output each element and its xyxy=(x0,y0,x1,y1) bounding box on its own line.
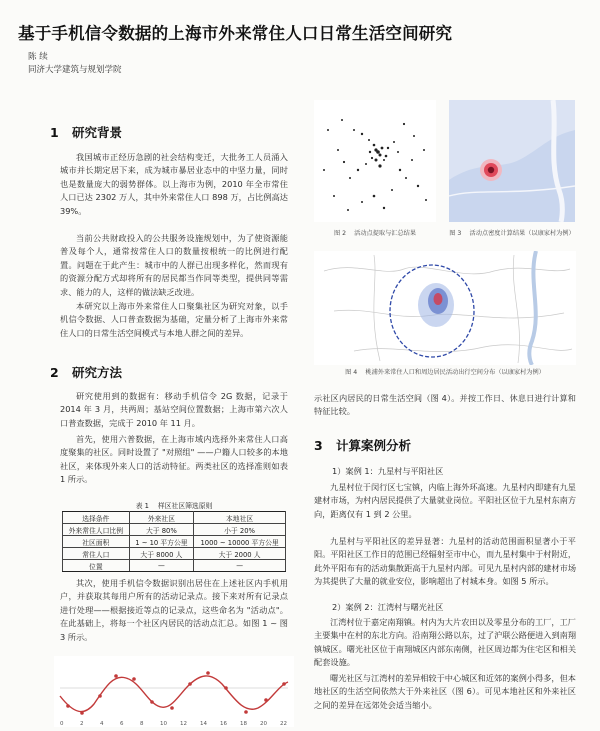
activity-curve-chart xyxy=(54,656,294,727)
case-2-title: 2）案例 2：江湾村与曙光社区 xyxy=(332,602,444,612)
table-cell: 外来常住人口比例 xyxy=(63,524,130,536)
x-tick-label: 4 xyxy=(100,721,104,727)
case-2-paragraph-2: 曙光社区与江湾村的差异相较于中心城区和近郊的案例小得多，但本地社区的生活空间依然大于外来社区（图 6）。可见本地社区和外来社区之间的差异在远郊处会适当缩小。 xyxy=(314,673,576,710)
section-1-heading xyxy=(50,123,122,141)
section-3-title: 计算案例分析 xyxy=(336,438,412,453)
paragraph-3: 本研究以上海市外来常住人口聚集社区为研究对象，以手机信令数据、人口普查数据为基础，定量分析了上海市外来常住人口的日常生活空间模式与本地人群之间的差异。 xyxy=(60,301,288,338)
section-1-number: 1 xyxy=(50,125,59,140)
paragraph-1: 我国城市正经历急剧的社会结构变迁，大批务工人员涌入城市并长期定居下来，成为城市暴居业态中的中坚力量，同时也是数量庞大的弱势群体。以上海市为例，2010 年全市常住人口已达 2302 万人，其中外来常住人口 898 万，占比例高达 39%。 xyxy=(60,152,288,216)
table-cell: 小于 20% xyxy=(194,524,286,536)
x-tick-label: 0 xyxy=(60,721,64,727)
section-2-number: 2 xyxy=(50,365,59,380)
figure-2-caption: 图 2 活动点提取与汇总结果 xyxy=(333,230,417,237)
curve-marker xyxy=(114,674,118,678)
figure-3-caption: 图 3 活动点密度计算结果（以康家村为例） xyxy=(449,230,575,237)
residence-hotspot xyxy=(434,293,443,305)
figure-4-life-space-map xyxy=(314,251,576,365)
paragraph-6: 其次，使用手机信令数据识别出居住在上述社区内手机用户，并获取其每用户所有的活动记录点。接下来对所有记录点进行处理——根据接近等点的记录点，这些命名为 "活动点"。在此基础上，将每一个社区内居民的活动点汇总。如图 1 ~ 图 3 所示。 xyxy=(60,578,288,642)
x-tick-label: 6 xyxy=(120,721,124,727)
case-1-paragraph-1: 九星村位于闵行区七宝镇，内临上海外环高速。九星村内即建有九星建材市场，为村内居民提供了大量就业岗位。平阳社区位于九星村东南方向，距离仅有 1 到 2 公里。 xyxy=(314,482,577,519)
density-hotspot xyxy=(488,167,494,173)
section-2-title: 研究方法 xyxy=(72,365,123,380)
paragraph-2: 当前公共财政投入的公共服务设施规划中，为了使资源能普及每个人，通常按常住人口的数量按根统一的比例进行配置。问题在于此产生：城市中的人群已出现多样化，然而现有的资源分配方式却将所有的居民都当作同等类型，提供同等需求、能力的人，这样的做法缺乏改进。 xyxy=(60,233,288,297)
curve-marker xyxy=(98,694,102,698)
author-name: 陈 续 xyxy=(28,52,48,62)
x-tick-label: 2 xyxy=(80,721,84,727)
x-tick-label: 20 xyxy=(260,721,267,727)
x-axis-ticks xyxy=(60,721,287,727)
table-cell: 位置 xyxy=(63,560,130,572)
curve-marker xyxy=(150,700,154,704)
section-2-heading xyxy=(50,363,122,381)
table-cell: 大于 80% xyxy=(129,524,194,536)
case-1-title: 1）案例 1：九星村与平阳社区 xyxy=(332,466,444,476)
curve-marker xyxy=(282,682,286,686)
table-cell: 1 ~ 10 平方公里 xyxy=(129,536,194,548)
section-1-title: 研究背景 xyxy=(72,125,123,140)
figure-1-activity-curve xyxy=(54,656,294,727)
curve-marker xyxy=(66,704,70,708)
x-tick-label: 22 xyxy=(280,721,287,727)
x-tick-label: 14 xyxy=(200,721,207,727)
section-3-number: 3 xyxy=(314,438,323,453)
curve-marker xyxy=(264,698,268,702)
curve-marker xyxy=(224,686,228,690)
case-1-paragraph-2: 九星村与平阳社区的差异显著：九星村的活动范围面积显著小于平阳。平阳社区工作日的范围已经辐射至市中心，而九星村集中于村附近，此外平阳布有的活动集散距高于九星村内部。可见九星村内部的建材市场为其提供了大量的就业安位，影响超出了村城本身。如图 5 所示。 xyxy=(314,536,577,587)
table-cell: — xyxy=(194,560,286,572)
curve-marker xyxy=(244,710,248,714)
criteria-table xyxy=(62,511,286,572)
table-cell: 社区面积 xyxy=(63,536,130,548)
table-header: 选择条件 xyxy=(63,512,130,524)
density-map-plot xyxy=(449,100,575,222)
figure-3-density-map xyxy=(449,100,575,222)
curve-markers xyxy=(66,671,286,715)
author-affiliation: 同济大学建筑与规划学院 xyxy=(28,65,122,75)
x-tick-label: 8 xyxy=(140,721,144,727)
table-header: 本地社区 xyxy=(194,512,286,524)
table-cell: 常住人口 xyxy=(63,548,130,560)
life-space-map xyxy=(314,251,576,365)
paragraph-4: 研究使用到的数据有：移动手机信令 2G 数据，记录于 2014 年 3 月，共两周；基站空间位置数据；上海市第六次人口普查数据，完成于 2010 年 11 月。 xyxy=(60,391,288,428)
curve-marker xyxy=(170,706,174,710)
table-cell: — xyxy=(129,560,194,572)
activity-curve-line xyxy=(60,676,288,712)
table-cell: 大于 2000 人 xyxy=(194,548,286,560)
figure-2-activity-points xyxy=(314,100,436,222)
table-header: 外来社区 xyxy=(129,512,194,524)
paragraph-5: 首先，使用六普数据，在上海市域内选择外来常住人口高度聚集的社区。同时设置了 "对照组" ——户籍人口较多的本地社区，来体现外来人口的活动特征。两类社区的选择准则如表 1 所示。 xyxy=(60,434,288,485)
curve-marker xyxy=(80,711,84,715)
x-tick-label: 18 xyxy=(240,721,247,727)
case-2-paragraph-1: 江湾村位于嘉定南翔镇。村内为大片农田以及零星分布的工厂，工厂主要集中在村的东北方向。沿南翔公路以东，过了沪联公路便进入到南翔镇城区。曙光社区位于南翔城区内部东南侧，社区周边都为住宅区和相关配套设施。 xyxy=(314,617,577,668)
x-tick-label: 12 xyxy=(180,721,187,727)
curve-marker xyxy=(132,677,136,681)
curve-marker xyxy=(206,671,210,675)
section-3-heading xyxy=(314,436,411,454)
figure-4-caption: 图 4 桃浦外来常住人口和周边居民活动出行空间分布（以康家村为例） xyxy=(345,369,545,376)
x-tick-label: 16 xyxy=(220,721,227,727)
paper-title: 基于手机信令数据的上海市外来常住人口日常生活空间研究 xyxy=(18,24,453,43)
table-cell: 大于 8000 人 xyxy=(129,548,194,560)
table-cell: 1000 ~ 10000 平方公里 xyxy=(194,536,286,548)
table-caption: 表 1 样区社区筛选原则 xyxy=(135,502,213,510)
activity-points-plot xyxy=(314,100,436,222)
paragraph-right-intro: 示社区内居民的日常生活空间（图 4）。并按工作日、休息日进行计算和特征比较。 xyxy=(314,393,576,417)
curve-marker xyxy=(188,682,192,686)
x-tick-label: 10 xyxy=(160,721,167,727)
